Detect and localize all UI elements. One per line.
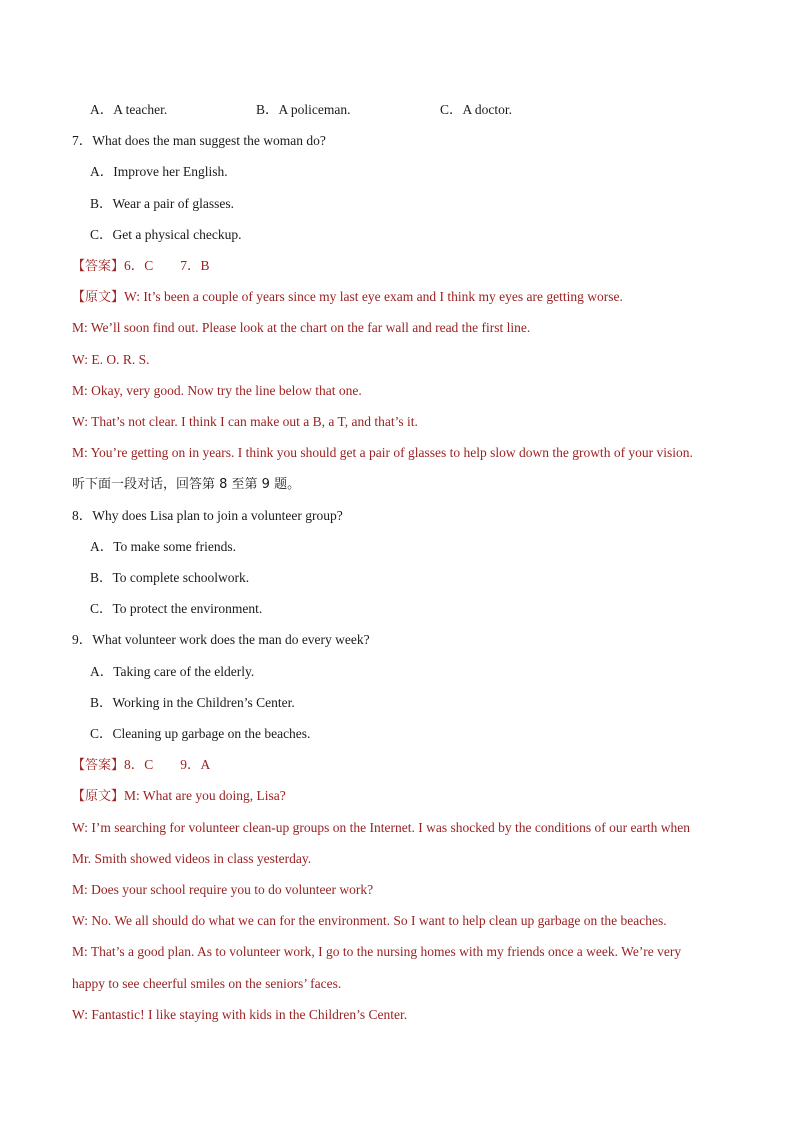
answer-text: 6．C 7．B — [124, 258, 210, 273]
q7-option-a: A．Improve her English. — [90, 164, 228, 179]
transcript-line-2 — [72, 787, 286, 806]
q9-question: 9．What volunteer work does the man do every week? — [72, 632, 370, 647]
transcript-line: happy to see cheerful smiles on the seniors’ faces. — [72, 976, 342, 991]
transcript-line: W: E. O. R. S. — [72, 352, 150, 367]
q8-option-b: B．To complete schoolwork. — [90, 570, 250, 585]
q6-option-a: A．A teacher. — [90, 102, 168, 117]
q9-option-c: C．Cleaning up garbage on the beaches. — [90, 726, 311, 741]
transcript-line: W: I’m searching for volunteer clean-up groups on the Internet. I was shocked by the conditions of our earth when — [72, 820, 691, 835]
answer-text: 8．C 9．A — [124, 757, 211, 772]
q6-option-b: B．A policeman. — [256, 102, 351, 117]
transcript-line: W: No. We all should do what we can for the environment. So I want to help clean up garbage on the beaches. — [72, 913, 667, 928]
answer-line-1 — [72, 257, 210, 276]
section-heading: 听下面一段对话，回答第 8 至第 9 题。 — [72, 477, 301, 492]
q6-option-c: C．A doctor. — [440, 102, 513, 117]
transcript-line: W: Fantastic! I like staying with kids in the Children’s Center. — [72, 1007, 408, 1022]
q9-option-b: B．Working in the Children’s Center. — [90, 695, 295, 710]
q8-option-c: C．To protect the environment. — [90, 601, 263, 616]
q7-option-b: B．Wear a pair of glasses. — [90, 196, 234, 211]
answer-tag: 【答案】 — [72, 259, 125, 274]
transcript-line: M: Does your school require you to do volunteer work? — [72, 882, 374, 897]
transcript-tag: 【原文】 — [72, 290, 125, 305]
answer-tag: 【答案】 — [72, 758, 125, 773]
q7-option-c: C．Get a physical checkup. — [90, 227, 242, 242]
q7-question: 7．What does the man suggest the woman do? — [72, 133, 326, 148]
transcript-line-1 — [72, 288, 623, 307]
transcript-text: W: It’s been a couple of years since my last eye exam and I think my eyes are getting worse. — [124, 289, 623, 304]
transcript-tag: 【原文】 — [72, 789, 125, 804]
q8-option-a: A．To make some friends. — [90, 539, 237, 554]
transcript-line: M: That’s a good plan. As to volunteer work, I go to the nursing homes with my friends once a week. We’re very — [72, 944, 682, 959]
q9-option-a: A．Taking care of the elderly. — [90, 664, 255, 679]
transcript-line: M: We’ll soon find out. Please look at the chart on the far wall and read the first line. — [72, 320, 531, 335]
transcript-text: M: What are you doing, Lisa? — [124, 788, 286, 803]
q8-question: 8．Why does Lisa plan to join a volunteer group? — [72, 508, 343, 523]
transcript-line: M: Okay, very good. Now try the line below that one. — [72, 383, 362, 398]
answer-line-2 — [72, 756, 210, 775]
transcript-line: Mr. Smith showed videos in class yesterday. — [72, 851, 312, 866]
transcript-line: M: You’re getting on in years. I think you should get a pair of glasses to help slow down the growth of your vision. — [72, 445, 693, 460]
transcript-line: W: That’s not clear. I think I can make out a B, a T, and that’s it. — [72, 414, 418, 429]
